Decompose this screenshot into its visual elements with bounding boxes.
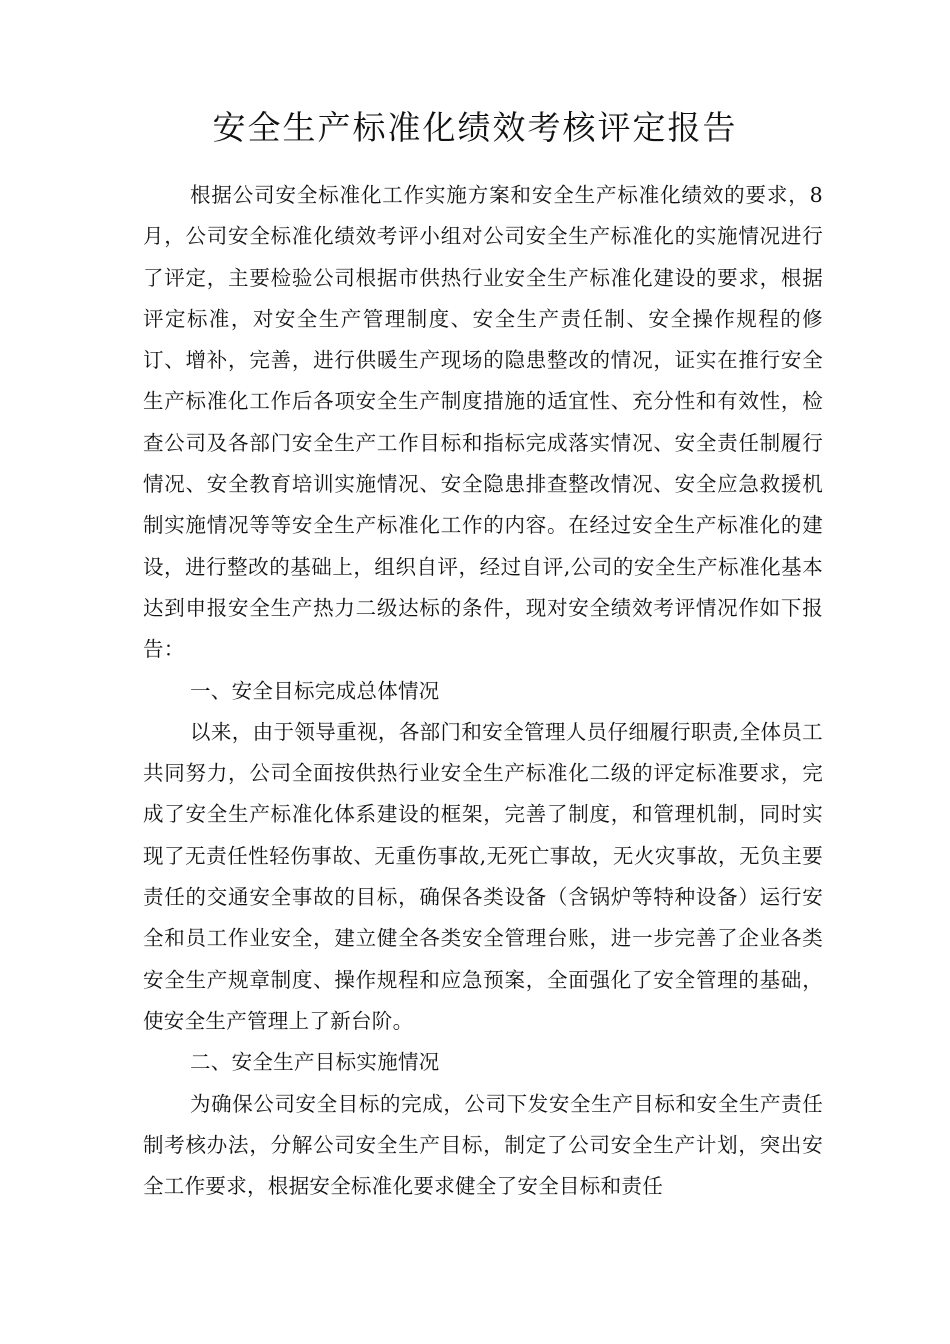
document-body [143, 175, 823, 1207]
paragraph-intro: 根据公司安全标准化工作实施方案和安全生产标准化绩效的要求，8月，公司安全标准化绩效考评小组对公司安全生产标准化的实施情况进行了评定，主要检验公司根据市供热行业安全生产标准化建设的要求，根据评定标准，对安全生产管理制度、安全生产责任制、安全操作规程的修订、增补，完善，进行供暖生产现场的隐患整改的情况，证实在推行安全生产标准化工作后各项安全生产制度措施的适宜性、充分性和有效性，检查公司及各部门安全生产工作目标和指标完成落实情况、安全责任制履行情况、安全教育培训实施情况、安全隐患排查整改情况、安全应急救援机制实施情况等等安全生产标准化工作的内容。在经过安全生产标准化的建设，进行整改的基础上，组织自评，经过自评,公司的安全生产标准化基本达到申报安全生产热力二级达标的条件，现对安全绩效考评情况作如下报告： [143, 183, 823, 662]
paragraph-section-1: 以来，由于领导重视，各部门和安全管理人员仔细履行职责,全体员工共同努力，公司全面按供热行业安全生产标准化二级的评定标准要求，完成了安全生产标准化体系建设的框架，完善了制度，和管理机制，同时实现了无责任性轻伤事故、无重伤事故,无死亡事故，无火灾事故，无负主要责任的交通安全事故的目标，确保各类设备（含锅炉等特种设备）运行安全和员工作业安全，建立健全各类安全管理台账，进一步完善了企业各类安全生产规章制度、操作规程和应急预案，全面强化了安全管理的基础，使安全生产管理上了新台阶。 [143, 719, 823, 1033]
section-heading-1: 一、安全目标完成总体情况 [190, 678, 440, 703]
document-title: 安全生产标准化绩效考核评定报告 [212, 108, 738, 147]
section-heading-2: 二、安全生产目标实施情况 [190, 1050, 440, 1075]
paragraph-section-2: 为确保公司安全目标的完成，公司下发安全生产目标和安全生产责任制考核办法，分解公司安全生产目标，制定了公司安全生产计划，突出安全工作要求，根据安全标准化要求健全了安全目标和责任 [143, 1091, 823, 1199]
